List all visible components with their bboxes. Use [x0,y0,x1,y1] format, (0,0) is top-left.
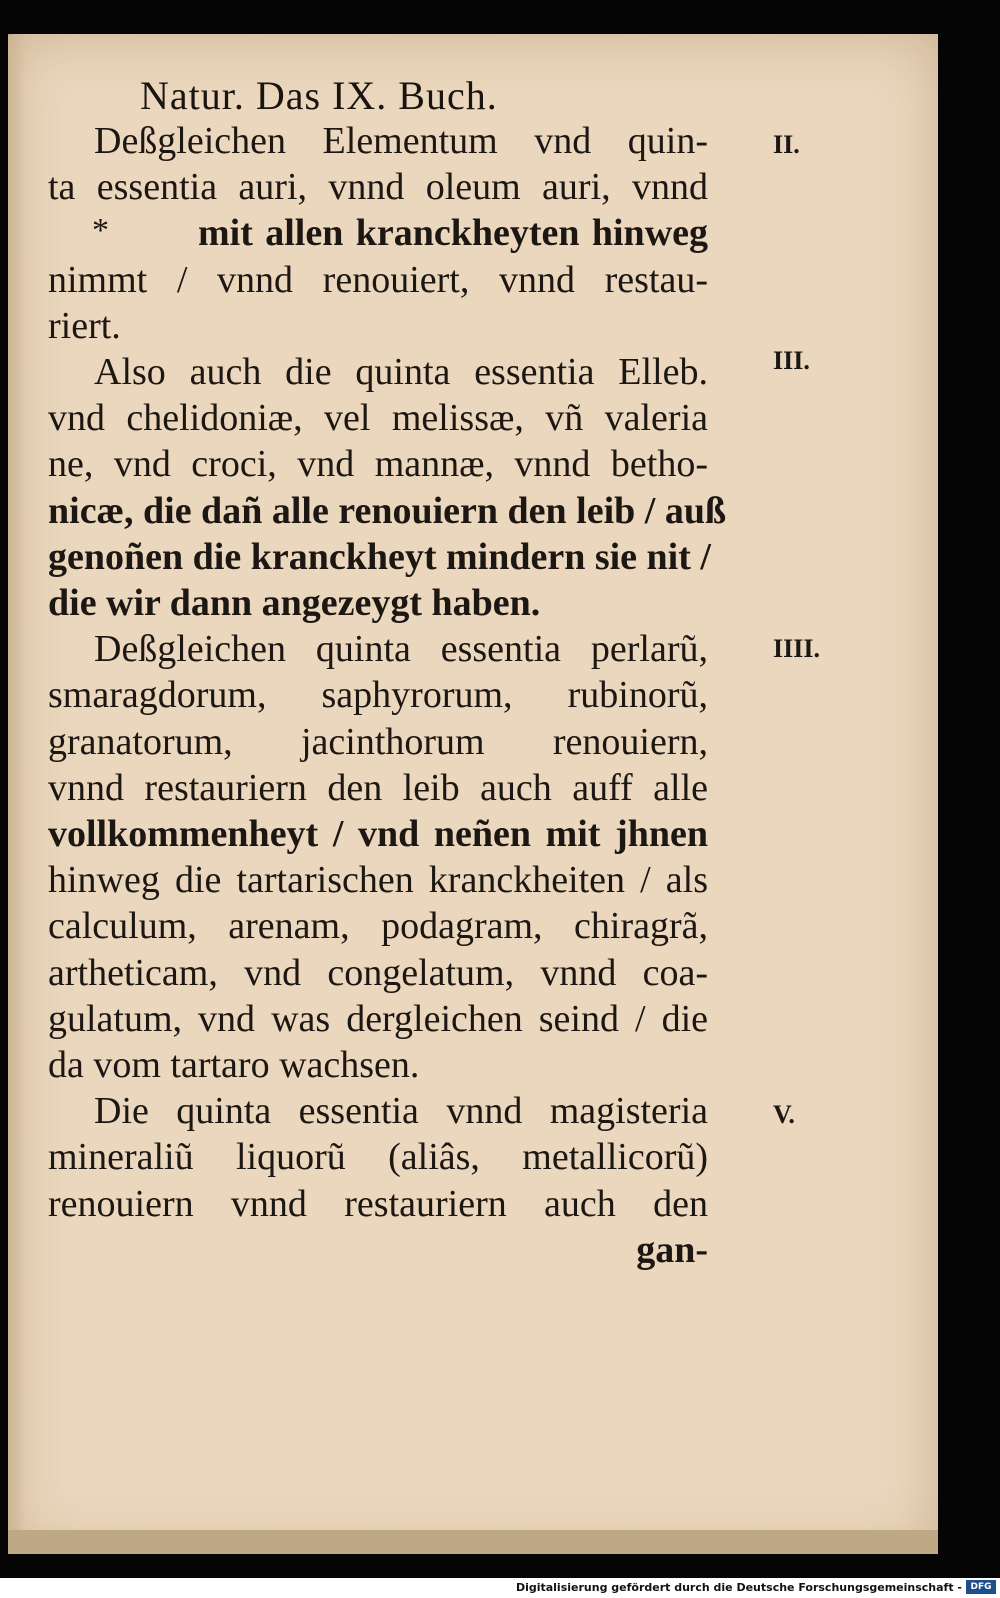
text-line: calculum, arenam, podagram, chiragrã, [48,905,708,948]
text-line: Also auch die quinta essentia Elleb. [94,351,708,394]
page-edge [8,1530,938,1554]
funding-credit: Digitalisierung gefördert durch die Deutsche Forschungsgemeinschaft - [515,1581,962,1594]
text-line: ta essentia auri, vnnd oleum auri, vnnd [48,166,708,209]
marginal-number: IIII. [773,634,820,663]
text-line: da vom tartaro wachsen. [48,1044,420,1087]
marginal-number: V. [773,1100,795,1129]
text-line: ne, vnd croci, vnd mannæ, vnnd betho- [48,443,708,486]
running-title: Natur. Das IX. Buch. [140,73,498,118]
text-line: mineraliũ liquorũ (aliâs, metallicorũ) [48,1136,708,1179]
text-line: renouiern vnnd restauriern auch den [48,1182,708,1225]
text-line: nicæ, die dañ alle renouiern den leib / auß [48,489,727,532]
text-line: riert. [48,304,121,347]
marginal-number: II. [773,130,800,159]
text-line: vnd chelidoniæ, vel melissæ, vñ valeria [48,397,708,440]
text-line: artheticam, vnd congelatum, vnnd coa- [48,951,708,994]
marginal-number: III. [773,346,810,375]
text-line: Deßgleichen Elementum vnd quin- [94,120,708,162]
text-line: mit allen kranckheyten hinweg [198,212,708,255]
text-line: genoñen die kranckheyt mindern sie nit / [48,535,711,578]
dfg-logo: DFG [966,1580,996,1594]
text-line: Deßgleichen quinta essentia perlarũ, [94,628,708,671]
asterisk-marker: * [92,212,109,249]
text-line: Die quinta essentia vnnd magisteria [94,1090,708,1133]
text-line: gulatum, vnd was dergleichen seind / die [48,997,708,1040]
text-line: hinweg die tartarischen kranckheiten / als [48,859,708,902]
text-line: nimmt / vnnd renouiert, vnnd restau- [48,258,708,301]
text-line: vollkommenheyt / vnd neñen mit jhnen [48,813,708,856]
text-line: die wir dann angezeygt haben. [48,582,541,625]
body-text [48,118,727,1273]
catchword: gan- [636,1228,708,1271]
text-line: granatorum, jacinthorum renouiern, [48,720,708,763]
text-line: vnnd restauriern den leib auch auff alle [48,766,708,809]
text-line: smaragdorum, saphyrorum, rubinorũ, [48,674,708,717]
